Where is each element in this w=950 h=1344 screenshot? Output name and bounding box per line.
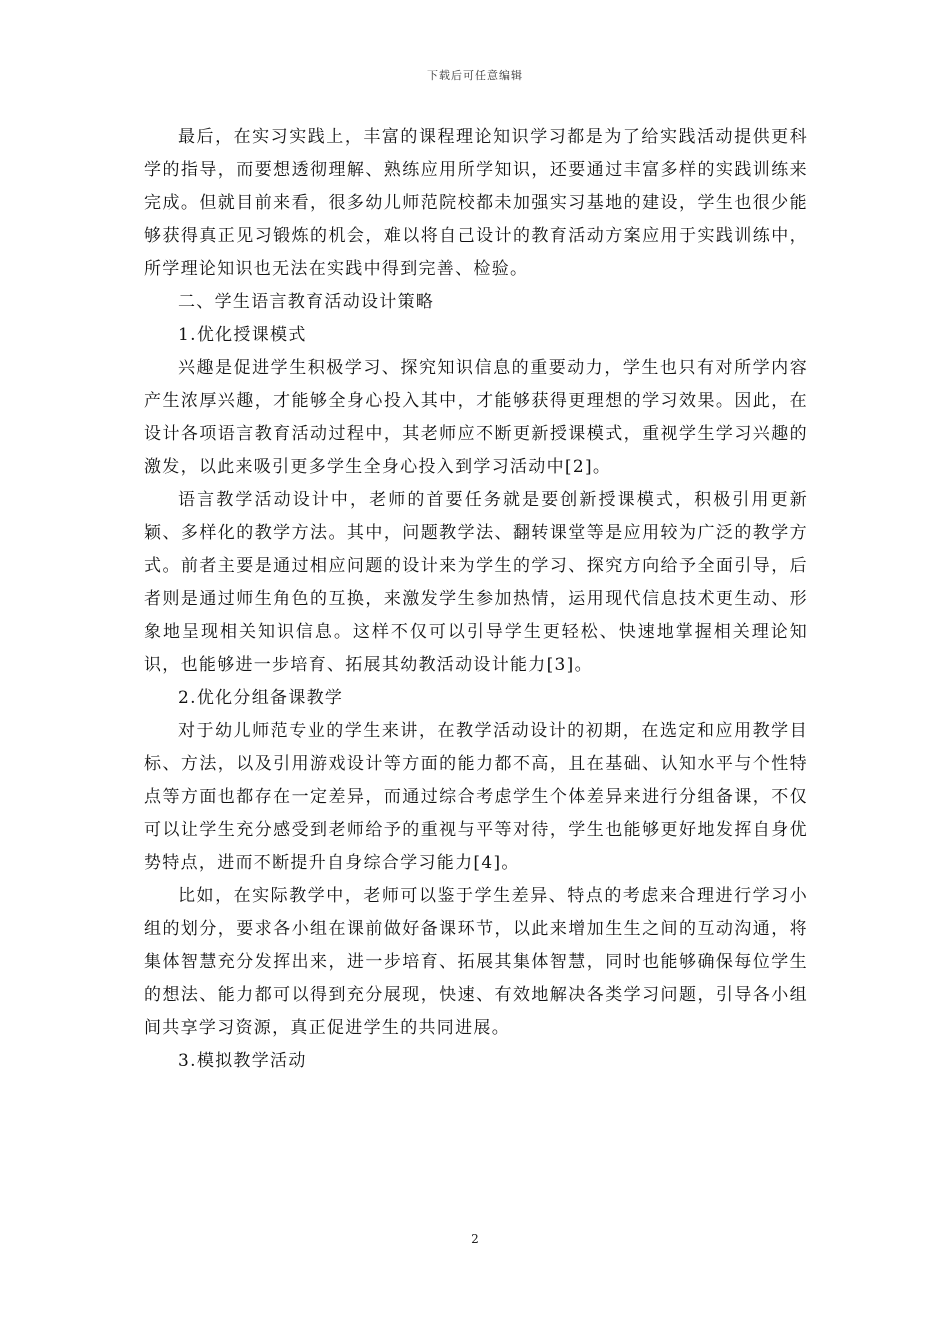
subheading-simulation: 3.模拟教学活动 xyxy=(178,1051,307,1071)
paragraph-example: 比如，在实际教学中，老师可以鉴于学生差异、特点的考虑来合理进行学习小组的划分，要求各小组在课前做好备课环节，以此来增加生生之间的互动沟通，将集体智慧充分发挥出来，进一步培育、拓展其集体智慧，同时也能够确保每位学生的想法、能力都可以得到充分展现，快速、有效地解决各类学习问题，引导各小组间共享学习资源，真正促进学生的共同进展。 xyxy=(144,886,808,1038)
page-header: 下载后可任意编辑 xyxy=(427,69,523,82)
paragraph-interest: 兴趣是促进学生积极学习、探究知识信息的重要动力，学生也只有对所学内容产生浓厚兴趣，才能够全身心投入其中，才能够获得更理想的学习效果。因此，在设计各项语言教育活动过程中，其老师应不断更新授课模式，重视学生学习兴趣的激发，以此来吸引更多学生全身心投入到学习活动中[2]。 xyxy=(144,358,808,477)
page-number: 2 xyxy=(471,1232,479,1246)
subheading-group-prep: 2.优化分组备课教学 xyxy=(178,688,344,708)
paragraph-group-prep: 对于幼儿师范专业的学生来讲，在教学活动设计的初期，在选定和应用教学目标、方法，以及引用游戏设计等方面的能力都不高，且在基础、认知水平与个性特点等方面也都存在一定差异，而通过综合考虑学生个体差异来进行分组备课，不仅可以让学生充分感受到老师给予的重视与平等对待，学生也能够更好地发挥自身优势特点，进而不断提升自身综合学习能力[4]。 xyxy=(144,721,808,873)
section-heading: 二、学生语言教育活动设计策略 xyxy=(178,292,435,312)
paragraph-innovation: 语言教学活动设计中，老师的首要任务就是要创新授课模式，积极引用更新颖、多样化的教学方法。其中，问题教学法、翻转课堂等是应用较为广泛的教学方式。前者主要是通过相应问题的设计来为学生的学习、探究方向给予全面引导，后者则是通过师生角色的互换，来激发学生参加热情，运用现代信息技术更生动、形象地呈现相关知识信息。这样不仅可以引导学生更轻松、快速地掌握相关理论知识，也能够进一步培育、拓展其幼教活动设计能力[3]。 xyxy=(144,490,808,675)
subheading-teaching-mode: 1.优化授课模式 xyxy=(178,325,307,345)
document-body xyxy=(144,121,808,1078)
paragraph-practice: 最后，在实习实践上，丰富的课程理论知识学习都是为了给实践活动提供更科学的指导，而要想透彻理解、熟练应用所学知识，还要通过丰富多样的实践训练来完成。但就目前来看，很多幼儿师范院校都未加强实习基地的建设，学生也很少能够获得真正见习锻炼的机会，难以将自己设计的教育活动方案应用于实践训练中，所学理论知识也无法在实践中得到完善、检验。 xyxy=(144,127,808,279)
